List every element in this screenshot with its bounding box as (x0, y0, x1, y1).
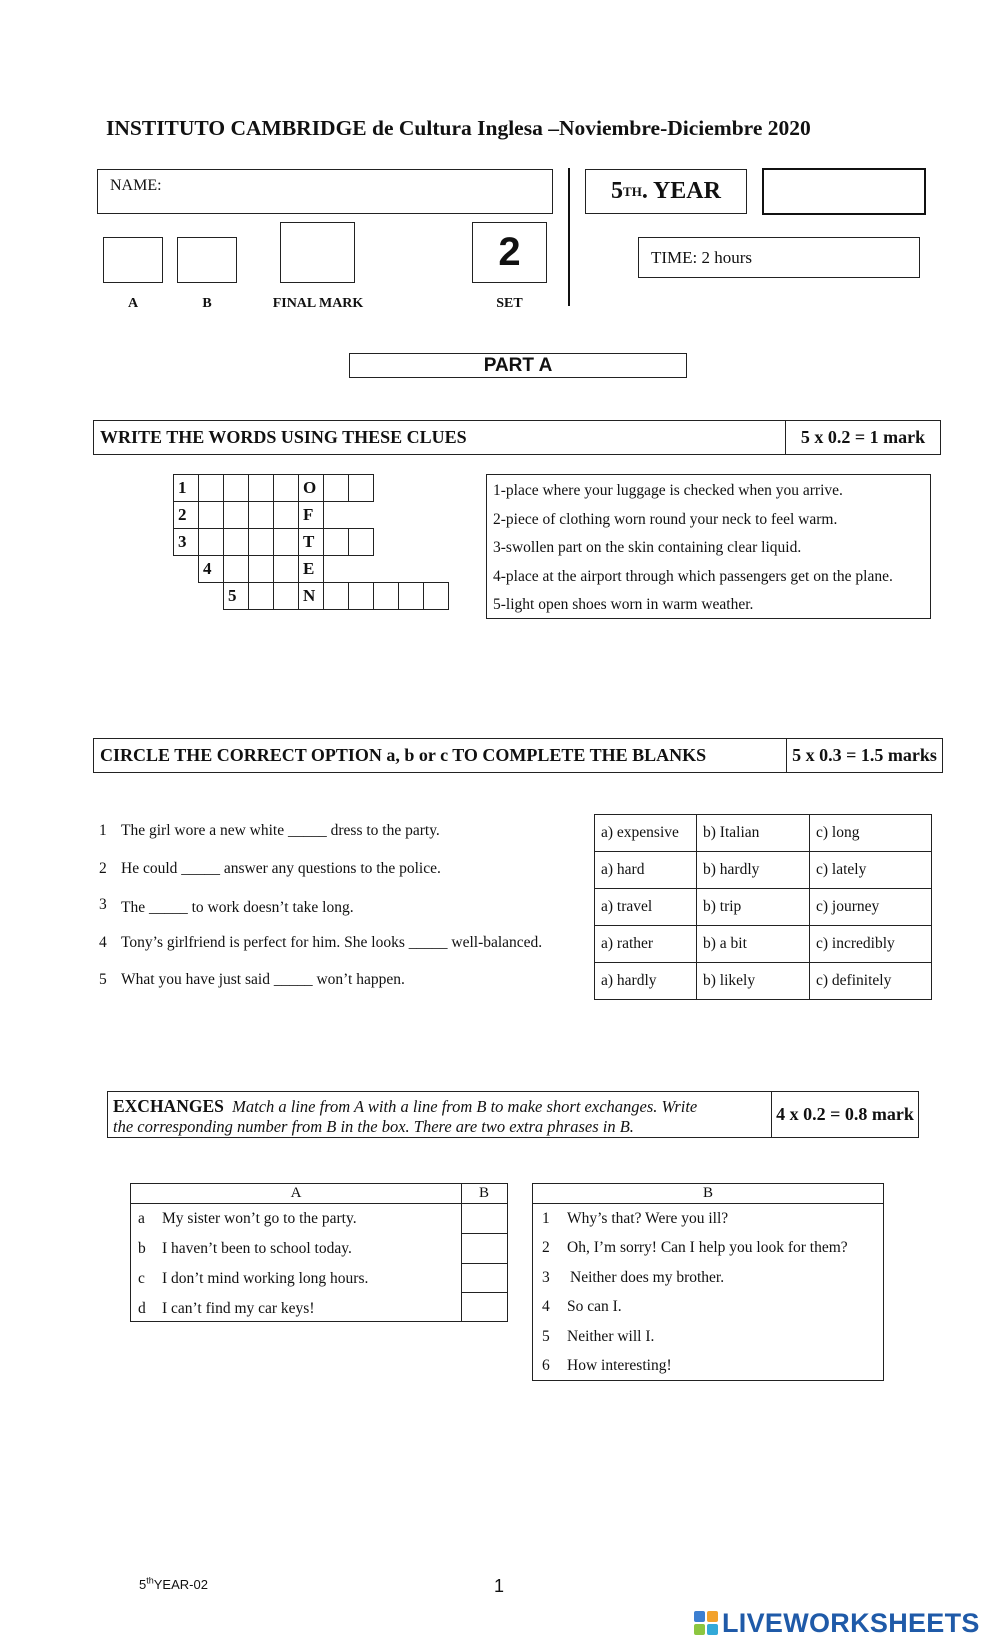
question-text: Tony’s girlfriend is perfect for him. She looks _____ well-balanced. (121, 934, 543, 951)
column-b-header: B (702, 1185, 713, 1201)
question-3 (99, 896, 354, 917)
option-c[interactable]: c) lately (810, 852, 932, 889)
crossword-cell[interactable] (274, 475, 299, 502)
name-field[interactable] (97, 169, 553, 214)
crossword-key-letter: F (299, 502, 324, 529)
section3-mark: 4 x 0.2 = 0.8 mark (771, 1092, 918, 1137)
column-a-item (131, 1264, 453, 1294)
liveworksheets-logo[interactable] (694, 1608, 980, 1638)
item-key: 2 (542, 1239, 550, 1257)
section3-instructions (108, 1092, 771, 1137)
crossword-number: 1 (174, 475, 199, 502)
item-text: Why’s that? Were you ill? (567, 1209, 729, 1227)
question-text: What you have just said _____ won’t happen. (121, 971, 405, 988)
section3-header (107, 1091, 919, 1138)
crossword-cell[interactable] (249, 475, 274, 502)
options-row (595, 963, 932, 1000)
logo-tile (707, 1611, 718, 1622)
item-text: Neither does my brother. (570, 1268, 725, 1286)
option-a[interactable]: a) expensive (595, 815, 697, 852)
crossword-cell[interactable] (274, 502, 299, 529)
item-key: 3 (542, 1268, 550, 1286)
year-text: . YEAR (641, 178, 721, 204)
label-final-mark: FINAL MARK (272, 296, 364, 311)
crossword-cell[interactable] (224, 529, 249, 556)
crossword-number: 2 (174, 502, 199, 529)
answer-box[interactable] (461, 1292, 507, 1321)
crossword-cell[interactable] (399, 583, 424, 610)
label-b: B (202, 296, 212, 311)
question-text: The girl wore a new white _____ dress to the party. (121, 822, 440, 839)
column-a-table (130, 1183, 508, 1322)
footer-code-suffix: th (146, 1575, 154, 1586)
section3-instruction-line2: the corresponding number from B in the box. There are two extra phrases in B. (113, 1117, 634, 1136)
crossword-cell[interactable] (349, 583, 374, 610)
item-text: My sister won’t go to the party. (162, 1210, 357, 1227)
crossword-key-letter: N (299, 583, 324, 610)
footer-code-number: 5 (139, 1577, 147, 1592)
score-a-box[interactable] (103, 237, 163, 283)
logo-text: LIVEWORKSHEETS (722, 1607, 980, 1638)
question-text: The _____ to work doesn’t take long. (121, 899, 354, 916)
item-key: 1 (542, 1209, 550, 1227)
option-a[interactable]: a) rather (595, 926, 697, 963)
crossword-cell[interactable] (374, 583, 399, 610)
column-b-item (533, 1204, 849, 1234)
year-box: 5 TH . YEAR (585, 169, 747, 214)
item-text: How interesting! (567, 1357, 672, 1375)
group-box[interactable] (762, 168, 926, 215)
crossword-cell[interactable] (249, 502, 274, 529)
header-divider (568, 168, 570, 306)
clue-item: 1-place where your luggage is checked when you arrive. (493, 482, 843, 499)
section1-heading: WRITE THE WORDS USING THESE CLUES (100, 427, 467, 447)
part-label: PART A (483, 354, 553, 376)
section2-mark: 5 x 0.3 = 1.5 marks (786, 739, 942, 772)
option-b[interactable]: b) likely (697, 963, 810, 1000)
option-c[interactable]: c) incredibly (810, 926, 932, 963)
crossword-key-letter: O (299, 475, 324, 502)
option-b[interactable]: b) a bit (697, 926, 810, 963)
logo-icon (694, 1611, 718, 1635)
section2-heading: CIRCLE THE CORRECT OPTION a, b or c TO COMPLETE THE BLANKS (100, 745, 707, 765)
crossword-number: 3 (174, 529, 199, 556)
crossword-row (174, 556, 449, 583)
column-b-answer-header: B (478, 1185, 489, 1201)
answer-box[interactable] (461, 1204, 507, 1234)
question-text: He could _____ answer any questions to the police. (121, 860, 441, 877)
section1-mark: 5 x 0.2 = 1 mark (785, 421, 940, 454)
clue-item: 5-light open shoes worn in warm weather. (493, 596, 754, 613)
crossword-cell[interactable] (199, 502, 224, 529)
item-text: I haven’t been to school today. (162, 1240, 352, 1257)
crossword-cell[interactable] (274, 583, 299, 610)
crossword-cell[interactable] (274, 529, 299, 556)
options-row (595, 889, 932, 926)
crossword-cell[interactable] (224, 475, 249, 502)
option-a[interactable]: a) travel (595, 889, 697, 926)
crossword-cell[interactable] (249, 529, 274, 556)
item-key: c (138, 1270, 145, 1287)
item-text: I can’t find my car keys! (162, 1300, 315, 1317)
year-number: 5 (611, 178, 624, 204)
crossword-cell[interactable] (199, 475, 224, 502)
column-b-table (532, 1183, 884, 1381)
column-b-item (533, 1352, 849, 1382)
part-heading (349, 353, 687, 378)
crossword-cell[interactable] (199, 529, 224, 556)
options-row (595, 852, 932, 889)
column-b-item (533, 1234, 849, 1264)
clue-item: 2-piece of clothing worn round your neck to feel warm. (493, 510, 838, 528)
name-label: NAME: (110, 177, 162, 194)
crossword-cell[interactable] (224, 556, 249, 583)
crossword-cell[interactable] (349, 475, 374, 502)
crossword-cell[interactable] (349, 529, 374, 556)
crossword-cell[interactable] (324, 475, 349, 502)
item-text: Neither will I. (567, 1327, 655, 1345)
crossword-key-letter: T (299, 529, 324, 556)
time-label: TIME: 2 hours (651, 247, 753, 267)
crossword-cell[interactable] (324, 529, 349, 556)
final-mark-box[interactable] (280, 222, 355, 283)
logo-tile (694, 1624, 705, 1635)
crossword-grid (173, 474, 449, 610)
column-a-item (131, 1204, 453, 1234)
column-a-items (131, 1204, 453, 1324)
crossword-row (174, 583, 449, 610)
option-b[interactable]: b) Italian (697, 815, 810, 852)
crossword-cell[interactable] (224, 502, 249, 529)
item-key: 6 (542, 1357, 550, 1375)
set-value: 2 (498, 230, 521, 274)
option-b[interactable]: b) trip (697, 889, 810, 926)
answer-box[interactable] (461, 1263, 507, 1293)
document-title: INSTITUTO CAMBRIDGE de Cultura Inglesa –Noviembre-Diciembre 2020 (106, 116, 811, 140)
question-5 (99, 971, 405, 989)
section2-header (93, 738, 943, 773)
clue-item: 3-swollen part on the skin containing clear liquid. (493, 539, 802, 556)
set-box (472, 222, 547, 283)
clue-item: 4-place at the airport through which passengers get on the plane. (493, 567, 893, 585)
crossword-cell[interactable] (249, 556, 274, 583)
crossword-row (174, 502, 449, 529)
question-number: 1 (99, 822, 107, 839)
score-b-box[interactable] (177, 237, 237, 283)
question-2 (99, 860, 441, 878)
logo-tile (707, 1624, 718, 1635)
item-key: 4 (542, 1298, 550, 1316)
item-text: I don’t mind working long hours. (162, 1270, 369, 1287)
item-key: b (138, 1240, 146, 1257)
options-table (594, 814, 932, 1000)
crossword-row (174, 529, 449, 556)
question-number: 2 (99, 860, 107, 877)
answer-box[interactable] (461, 1233, 507, 1264)
column-b-item (533, 1293, 849, 1323)
crossword-key-letter: E (299, 556, 324, 583)
item-text: Oh, I’m sorry! Can I help you look for them? (567, 1239, 848, 1257)
footer-code-text: YEAR-02 (153, 1577, 208, 1592)
option-a[interactable]: a) hard (595, 852, 697, 889)
option-b[interactable]: b) hardly (697, 852, 810, 889)
question-number: 3 (99, 896, 107, 913)
time-box (638, 237, 920, 278)
question-4 (99, 934, 542, 952)
option-a[interactable]: a) hardly (595, 963, 697, 1000)
question-number: 5 (99, 971, 107, 988)
section1-header (93, 420, 941, 455)
column-a-header: A (290, 1185, 302, 1201)
section3-heading: EXCHANGES (113, 1096, 224, 1116)
option-c[interactable]: c) journey (810, 889, 932, 926)
section3-instruction-line1: Match a line from A with a line from B to make short exchanges. Write (232, 1097, 698, 1116)
crossword-cell[interactable] (249, 583, 274, 610)
label-set: SET (496, 296, 523, 311)
crossword-number: 4 (199, 556, 224, 583)
column-b-items (533, 1204, 849, 1381)
crossword-number: 5 (224, 583, 249, 610)
logo-tile (694, 1611, 705, 1622)
page-number: 1 (494, 1576, 505, 1596)
clues-box (486, 474, 931, 619)
column-b-item (533, 1322, 849, 1352)
label-a: A (127, 296, 139, 311)
question-number: 4 (99, 934, 107, 951)
footer-code (139, 1577, 208, 1592)
item-key: 5 (542, 1327, 550, 1345)
column-a-item (131, 1294, 453, 1324)
option-c[interactable]: c) long (810, 815, 932, 852)
options-row (595, 815, 932, 852)
question-1 (99, 822, 440, 840)
column-a-item (131, 1234, 453, 1264)
option-c[interactable]: c) definitely (810, 963, 932, 1000)
item-text: So can I. (567, 1298, 622, 1316)
item-key: d (138, 1300, 146, 1317)
crossword-cell[interactable] (274, 556, 299, 583)
crossword-row (174, 475, 449, 502)
crossword-cell[interactable] (424, 583, 449, 610)
crossword-cell[interactable] (324, 583, 349, 610)
item-key: a (138, 1210, 145, 1227)
column-b-item (533, 1263, 849, 1293)
options-row (595, 926, 932, 963)
